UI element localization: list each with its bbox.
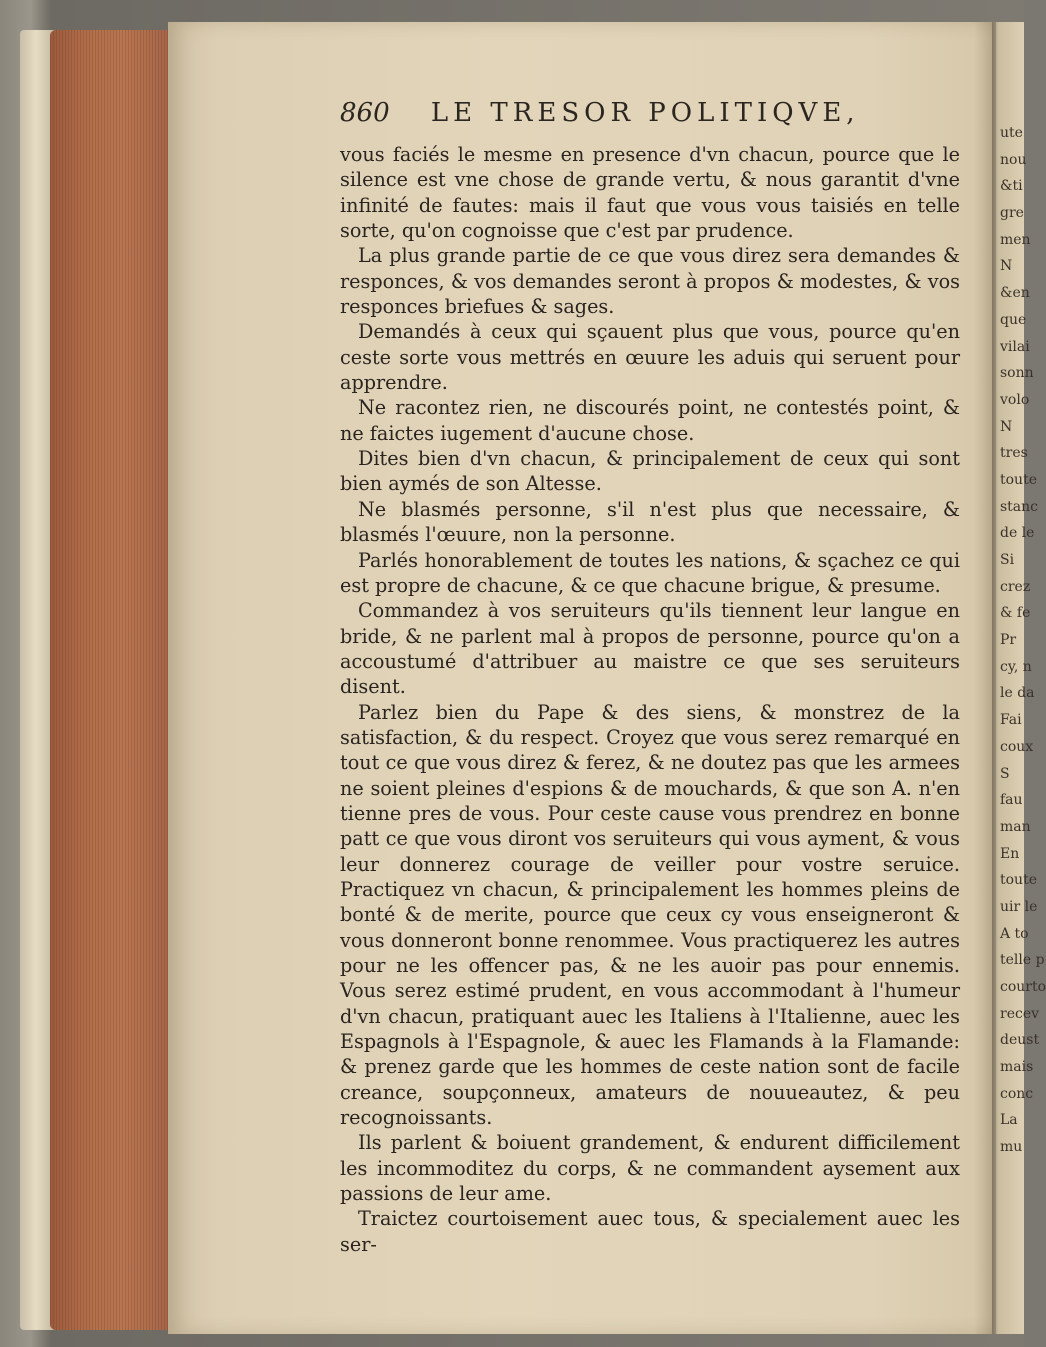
facing-page-fragment: recev — [1000, 1005, 1040, 1022]
page-number: 860 — [340, 98, 390, 128]
facing-page-fragment: volo — [1000, 391, 1030, 408]
paragraph: Ne racontez rien, ne discourés point, ne contestés point, & ne faictes iugement d'aucune chose. — [340, 396, 960, 445]
facing-page-fragment: de le — [1000, 525, 1035, 542]
facing-page-fragment: sonn — [1000, 365, 1034, 382]
facing-page-fragment: telle p — [1000, 952, 1045, 969]
facing-page-fragment: crez — [1000, 578, 1031, 595]
running-title: LE TRESOR POLITIQVE, — [430, 98, 860, 128]
facing-page-fragment: A to — [1000, 925, 1029, 942]
facing-page-fragment: coux — [1000, 738, 1034, 755]
facing-page-fragment: N — [1000, 418, 1013, 435]
facing-page-fragment: toute — [1000, 471, 1037, 488]
paragraph: Dites bien d'vn chacun, & principalement de ceux qui sont bien aymés de son Altesse. — [340, 447, 960, 496]
facing-page-fragment: deust — [1000, 1032, 1040, 1049]
facing-page-fragment: nou — [1000, 151, 1027, 168]
paragraph: vous faciés le mesme en presence d'vn chacun, pource que le silence est vne chose de grande vertu, & nous garantit d'vne infinité de fautes: mais il faut que vous vous taisiés en telle sorte, qu'on cognoisse que c'est par prudence. — [340, 143, 960, 243]
facing-page-fragment: S — [1000, 765, 1010, 782]
facing-page-fragment: toute — [1000, 872, 1037, 889]
facing-page-fragment: mu — [1000, 1139, 1023, 1156]
paragraph: La plus grande partie de ce que vous direz sera demandes & responces, & vos demandes seront à propos & modestes, & vos responces briefues & sages. — [340, 244, 960, 319]
gutter-shadow — [974, 22, 996, 1334]
paragraph: Commandez à vos seruiteurs qu'ils tiennent leur langue en bride, & ne parlent mal à propos de personne, pource qu'on a accoustumé d'attribuer au maistre ce que ses seruiteurs disent. — [340, 599, 960, 699]
facing-page-fragment: men — [1000, 231, 1031, 248]
facing-page-fragment: tres — [1000, 445, 1028, 462]
facing-page-fragment: N — [1000, 258, 1013, 275]
facing-page-fragment: &en — [1000, 285, 1030, 302]
facing-page-fragment: Pr — [1000, 632, 1017, 649]
facing-page-fragment: La — [1000, 1112, 1018, 1129]
facing-page-fragment: courto — [1000, 979, 1046, 995]
facing-page-fragment: En — [1000, 845, 1020, 862]
book-page-edges — [50, 30, 172, 1330]
paragraph: Demandés à ceux qui sçauent plus que vous, pource qu'en ceste sorte vous mettrés en œuure les aduis qui seruent pour apprendre. — [340, 320, 960, 395]
facing-page-fragment: &ti — [1000, 178, 1023, 195]
facing-page-fragment: ute — [1000, 125, 1023, 141]
facing-page-fragment: vilai — [1000, 338, 1030, 355]
facing-page-fragment: gre — [1000, 205, 1024, 222]
facing-page-fragment: cy, n — [1000, 658, 1032, 675]
facing-page-fragment: que — [1000, 311, 1027, 328]
facing-page-fragment: le da — [1000, 685, 1035, 702]
paragraph: Parlés honorablement de toutes les nations, & sçachez ce qui est propre de chacune, & ce que chacune brigue, & presume. — [340, 548, 960, 597]
facing-page-text-fragments — [1000, 120, 1046, 1161]
facing-page-fragment: & fe — [1000, 605, 1031, 622]
facing-page-fragment: uir le — [1000, 898, 1038, 915]
facing-page-fragment: mais — [1000, 1059, 1034, 1076]
paragraph: Ils parlent & boiuent grandement, & endurent difficilement les incommoditez du corps, & ne commandent aysement aux passions de leur ame. — [340, 1131, 960, 1206]
facing-page-fragment: stanc — [1000, 498, 1039, 515]
paragraph: Parlez bien du Pape & des siens, & monstrez de la satisfaction, & du respect. Croyez que vous serez remarqué en tout ce que vous direz & ferez, & ne doutez pas que les armees ne soient pleines d'espions & de mouchards, & que son A. n'en tienne pres de vous. Pour ceste cause vous prendrez en bonne patt ce que vous diront vos seruiteurs qui vous ayment, & vous leur donnerez courage de veiller pour vostre seruice. Practiquez vn chacun, & principalement les hommes pleins de bonté & de merite, pource que ceux cy vous enseigneront & vous donneront bonne renommee. Vous practiquerez les autres pour ne les offencer pas, & ne les auoir pas pour ennemis. Vous serez estimé prudent, en vous accommodant à l'humeur d'vn chacun, pratiquant auec les Italiens à l'Italienne, auec les Espagnols à l'Espagnole, & auec les Flamands à la Flamande: & prenez garde que les hommes de ceste nation sont de facile creance, soupçonneux, amateurs de nouueautez, & peu recognoissants. — [340, 700, 960, 1130]
facing-page-fragment: fau — [1000, 792, 1023, 809]
paragraph: Traictez courtoisement auec tous, & specialement auec les ser- — [340, 1207, 960, 1256]
facing-page-fragment: conc — [1000, 1085, 1034, 1102]
facing-page-fragment: Si — [1000, 552, 1015, 568]
facing-page-fragment: man — [1000, 818, 1031, 835]
paragraph: Ne blasmés personne, s'il n'est plus que necessaire, & blasmés l'œuure, non la personne. — [340, 497, 960, 547]
running-head — [340, 98, 900, 138]
body-text — [340, 142, 960, 1257]
facing-page-fragment: Fai — [1000, 712, 1022, 729]
